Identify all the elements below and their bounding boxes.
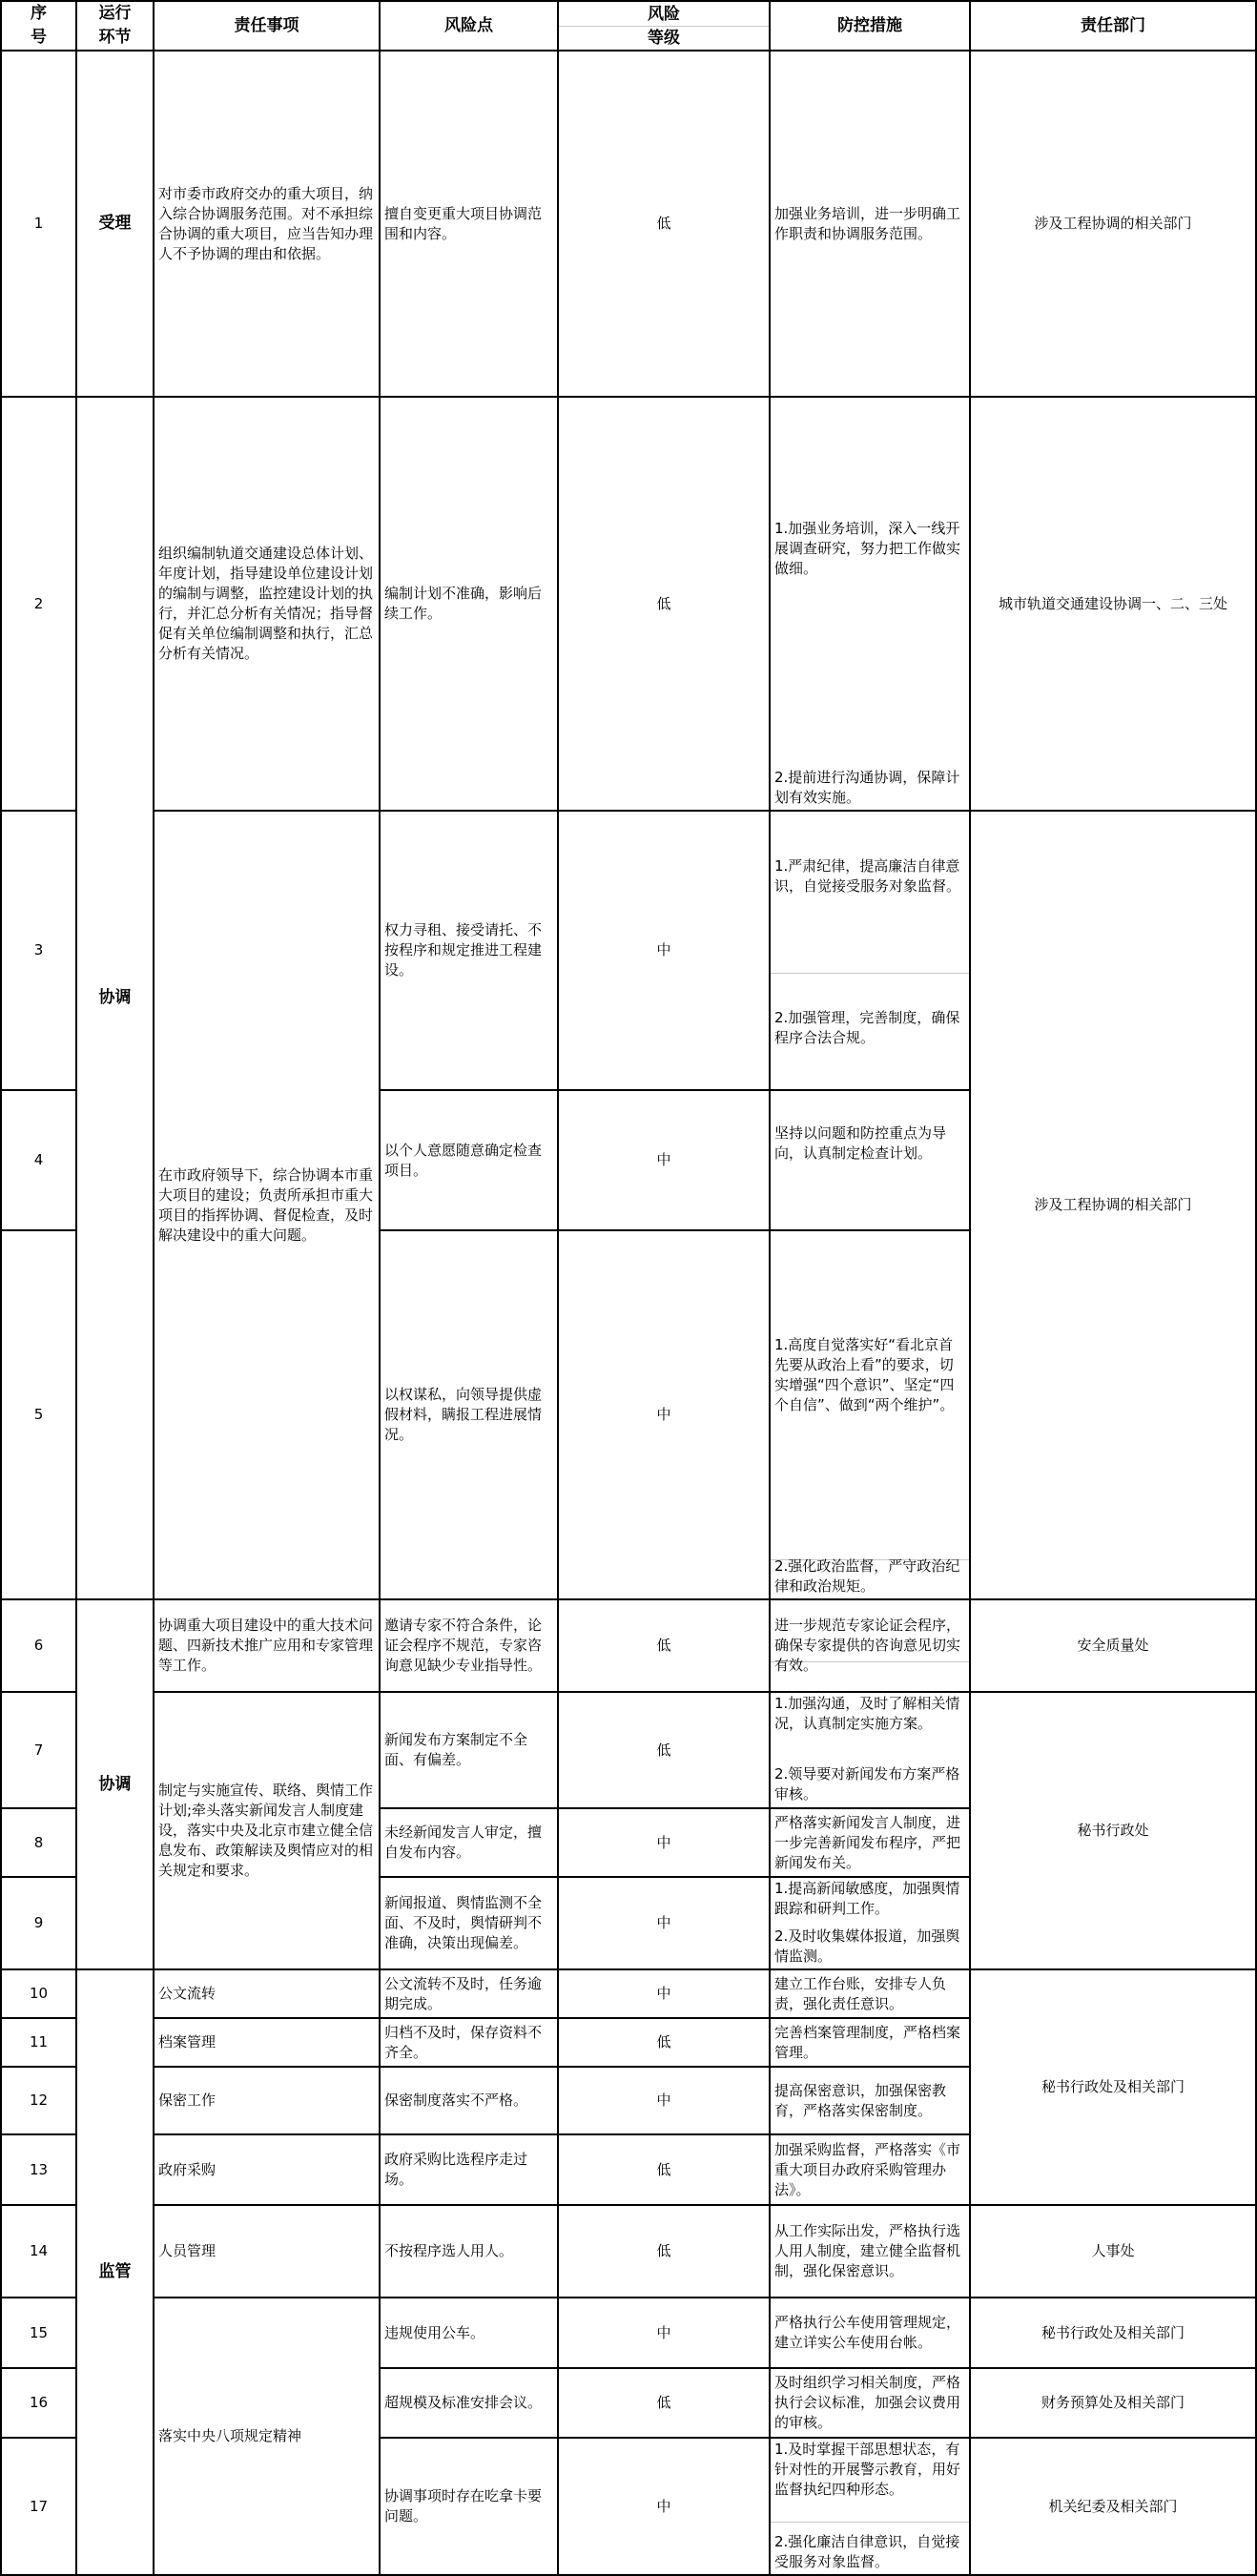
duty-cell: 人员管理 <box>158 2242 216 2259</box>
seq-cell: 9 <box>33 1914 44 1931</box>
measure-cell: 2.提前进行沟通协调，保障计划有效实施。 <box>774 769 960 806</box>
dept-cell: 涉及工程协调的相关部门 <box>1034 215 1192 232</box>
level-cell: 中 <box>656 1406 671 1423</box>
level-cell: 中 <box>656 1833 671 1851</box>
level-cell: 中 <box>656 1151 671 1168</box>
risk-cell: 新闻发布方案制定不全面、有偏差。 <box>384 1731 528 1768</box>
duty-cell: 制定与实施宣传、联络、舆情工作计划;牵头落实新闻发言人制度建设，落实中央及北京市建立健全信息发布、政策解读及舆情应对的相关规定和要求。 <box>158 1782 374 1879</box>
level-cell: 低 <box>656 2033 671 2050</box>
measure-cell: 加强业务培训，进一步明确工作职责和协调服务范围。 <box>774 204 961 242</box>
measure-cell: 从工作实际出发，严格执行选人用人制度，建立健全监督机制，强化保密意识。 <box>774 2222 961 2279</box>
stage-cell: 协调 <box>98 1774 132 1794</box>
risk-cell: 违规使用公车。 <box>384 2323 485 2341</box>
header-seq-bottom: 号 <box>31 28 47 47</box>
level-cell: 中 <box>656 2323 671 2341</box>
header-measures: 防控措施 <box>837 16 902 35</box>
risk-cell: 权力寻租、接受请托、不按程序和规定推进工程建设。 <box>384 921 543 979</box>
grid-line <box>771 2522 969 2523</box>
seq-cell: 3 <box>33 941 44 958</box>
dept-cell: 秘书行政处及相关部门 <box>1041 2078 1185 2095</box>
duty-cell: 保密工作 <box>158 2092 216 2109</box>
risk-cell: 新闻报道、舆情监测不全面、不及时，舆情研判不准确，决策出现偏差。 <box>384 1894 543 1951</box>
measure-cell: 1.严肃纪律，提高廉洁自律意识，自觉接受服务对象监督。 <box>774 857 961 895</box>
seq-cell: 13 <box>29 2160 49 2178</box>
risk-cell: 以权谋私，向领导提供虚假材料，瞒报工程进展情况。 <box>384 1386 543 1443</box>
measure-cell: 2.领导要对新闻发布方案严格审核。 <box>774 1765 960 1803</box>
duty-cell: 协调重大项目建设中的重大技术问题、四新技术推广应用和专家管理等工作。 <box>158 1617 374 1674</box>
stage-cell: 协调 <box>98 988 132 1007</box>
level-cell: 低 <box>656 2394 671 2411</box>
dept-cell: 城市轨道交通建设协调一、二、三处 <box>998 594 1227 612</box>
seq-cell: 17 <box>29 2497 49 2515</box>
seq-cell: 16 <box>29 2394 49 2411</box>
level-cell: 低 <box>656 1741 671 1759</box>
level-cell: 中 <box>656 1914 671 1931</box>
level-cell: 低 <box>656 1637 671 1654</box>
level-cell: 低 <box>656 2242 671 2259</box>
seq-cell: 11 <box>29 2033 49 2050</box>
level-cell: 中 <box>656 941 671 958</box>
header-risk: 风险点 <box>444 16 493 35</box>
seq-cell: 4 <box>33 1151 44 1168</box>
risk-cell: 不按程序选人用人。 <box>384 2242 514 2259</box>
grid-line <box>771 973 969 974</box>
duty-cell: 在市政府领导下，综合协调本市重大项目的建设；负责所承担市重大项目的指挥协调、督促检查，及时解决建设中的重大问题。 <box>158 1165 374 1244</box>
header-seq-top: 序 <box>31 4 47 23</box>
level-cell: 中 <box>656 1985 671 2002</box>
seq-cell: 12 <box>29 2092 49 2109</box>
dept-cell: 机关纪委及相关部门 <box>1048 2497 1178 2515</box>
dept-cell: 人事处 <box>1091 2242 1135 2259</box>
seq-cell: 6 <box>33 1637 44 1654</box>
risk-cell: 以个人意愿随意确定检查项目。 <box>384 1141 543 1179</box>
dept-cell: 涉及工程协调的相关部门 <box>1034 1196 1192 1213</box>
duty-cell: 组织编制轨道交通建设总体计划、年度计划，指导建设单位建设计划的编制与调整，监控建设计划的执行，并汇总分析有关情况；指导督促有关单位编制调整和执行，汇总分析有关情况。 <box>158 545 374 662</box>
risk-cell: 编制计划不准确，影响后续工作。 <box>384 585 543 622</box>
risk-cell: 未经新闻发言人审定，擅自发布内容。 <box>384 1824 543 1861</box>
duty-cell: 公文流转 <box>158 1985 216 2002</box>
header-stage-top: 运行 <box>98 4 132 23</box>
risk-cell: 擅自变更重大项目协调范围和内容。 <box>384 204 543 242</box>
seq-cell: 15 <box>29 2323 49 2341</box>
measure-cell: 进一步规范专家论证会程序，确保专家提供的咨询意见切实有效。 <box>774 1617 961 1674</box>
measure-cell: 严格执行公车使用管理规定，建立详实公车使用台帐。 <box>774 2314 961 2351</box>
measure-cell: 提高保密意识，加强保密教育，严格落实保密制度。 <box>774 2081 947 2119</box>
duty-cell: 落实中央八项规定精神 <box>158 2427 302 2444</box>
risk-cell: 保密制度落实不严格。 <box>384 2092 528 2109</box>
seq-cell: 14 <box>29 2242 49 2259</box>
measure-cell: 完善档案管理制度，严格档案管理。 <box>774 2023 961 2061</box>
dept-cell: 秘书行政处及相关部门 <box>1041 2323 1185 2341</box>
dept-cell: 秘书行政处 <box>1077 1822 1149 1839</box>
measure-cell: 严格落实新闻发言人制度，进一步完善新闻发布程序，严把新闻发布关。 <box>774 1813 961 1871</box>
seq-cell: 2 <box>33 594 44 612</box>
risk-cell: 政府采购比选程序走过场。 <box>384 2151 528 2188</box>
level-cell: 中 <box>656 2497 671 2515</box>
level-cell: 中 <box>656 2092 671 2109</box>
stage-cell: 受理 <box>98 214 132 233</box>
measure-cell: 1.高度自觉落实好“看北京首先要从政治上看”的要求，切实增强“四个意识”、坚定“四个自信”、做到“两个维护”。 <box>774 1336 955 1413</box>
risk-cell: 归档不及时，保存资料不齐全。 <box>384 2023 543 2061</box>
measure-cell: 1.提高新闻敏感度，加强舆情跟踪和研判工作。 <box>774 1880 960 1917</box>
measure-cell: 2.强化廉洁自律意识，自觉接受服务对象监督。 <box>774 2533 960 2570</box>
stage-cell: 监管 <box>98 2262 132 2281</box>
seq-cell: 5 <box>33 1406 44 1423</box>
seq-cell: 8 <box>33 1833 44 1851</box>
seq-cell: 1 <box>33 215 44 232</box>
measure-cell: 2.及时收集媒体报道，加强舆情监测。 <box>774 1927 960 1965</box>
risk-cell: 公文流转不及时，任务逾期完成。 <box>384 1974 543 2012</box>
duty-cell: 对市委市政府交办的重大项目，纳入综合协调服务范围。对不承担综合协调的重大项目，应当告知办理人不予协调的理由和依据。 <box>158 184 374 262</box>
dept-cell: 安全质量处 <box>1077 1637 1149 1654</box>
measure-cell: 2.强化政治监督，严守政治纪律和政治规矩。 <box>774 1557 960 1595</box>
seq-cell: 7 <box>33 1741 44 1759</box>
risk-cell: 邀请专家不符合条件，论证会程序不规范，专家咨询意见缺少专业指导性。 <box>384 1617 543 1674</box>
duty-cell: 档案管理 <box>158 2033 216 2050</box>
header-level-bottom: 等级 <box>648 29 680 48</box>
header-stage <box>77 2 153 50</box>
measure-cell: 坚持以问题和防控重点为导向，认真制定检查计划。 <box>774 1124 947 1162</box>
header-level-top: 风险 <box>648 4 680 24</box>
measure-cell: 及时组织学习相关制度，严格执行会议标准，加强会议费用的审核。 <box>774 2374 961 2431</box>
dept-cell: 财务预算处及相关部门 <box>1041 2394 1185 2411</box>
level-cell: 低 <box>656 2160 671 2178</box>
measure-cell: 1.及时掌握干部思想状态，有针对性的开展警示教育，用好监督执纪四种形态。 <box>774 2441 961 2498</box>
measure-cell: 加强采购监督，严格落实《市重大项目办政府采购管理办法》。 <box>774 2140 961 2198</box>
risk-cell: 协调事项时存在吃拿卡要问题。 <box>384 2487 543 2524</box>
header-stage-bottom: 环节 <box>98 28 132 47</box>
header-duty: 责任事项 <box>234 16 299 35</box>
seq-cell: 10 <box>29 1985 49 2002</box>
risk-cell: 超规模及标准安排会议。 <box>384 2394 543 2411</box>
level-cell: 低 <box>656 215 671 232</box>
measure-cell: 2.加强管理，完善制度，确保程序合法合规。 <box>774 1009 960 1046</box>
measure-cell: 建立工作台账，安排专人负责，强化责任意识。 <box>774 1974 947 2012</box>
level-cell: 低 <box>656 594 671 612</box>
measure-cell: 1.加强业务培训，深入一线开展调查研究，努力把工作做实做细。 <box>774 519 961 577</box>
header-seq <box>2 2 75 50</box>
duty-cell: 政府采购 <box>158 2160 216 2178</box>
header-dept: 责任部门 <box>1081 16 1145 35</box>
measure-cell: 1.加强沟通，及时了解相关情况，认真制定实施方案。 <box>774 1695 960 1732</box>
